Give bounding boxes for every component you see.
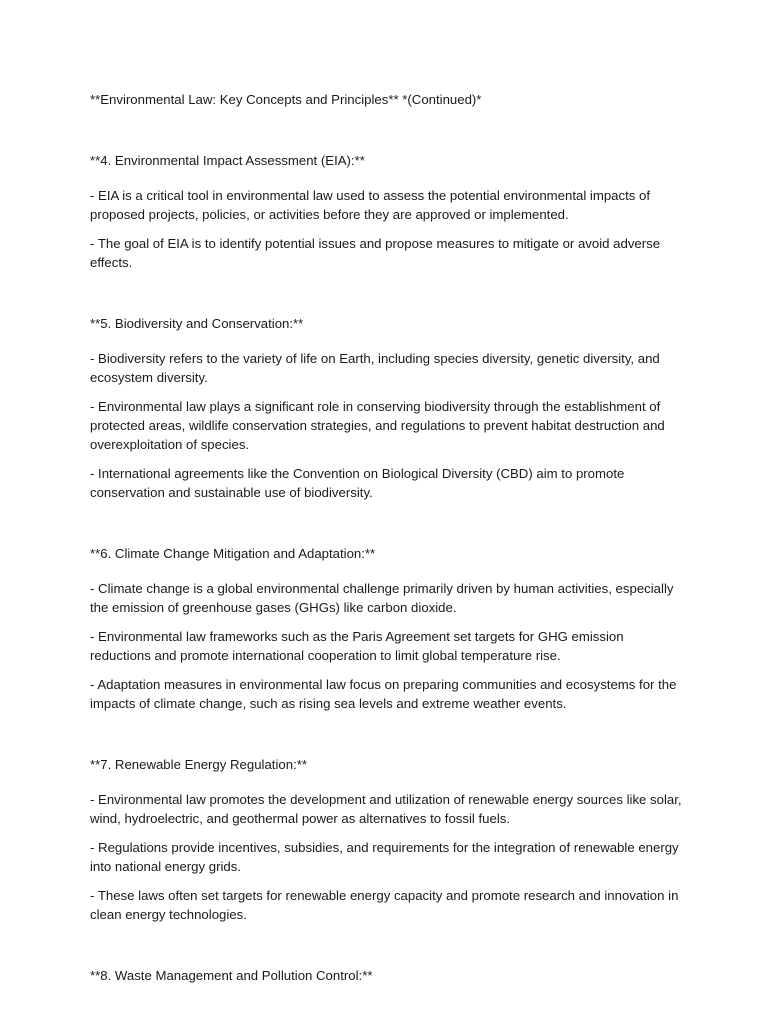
section-waste-management [90, 966, 688, 985]
paragraph: - Environmental law plays a significant role in conserving biodiversity through the establishment of protected areas, wildlife conservation strategies, and regulations to prevent habitat destruction and overexploitation of species. [90, 399, 665, 452]
paragraph: - Environmental law promotes the development and utilization of renewable energy sources like solar, wind, hydroelectric, and geothermal power as alternatives to fossil fuels. [90, 792, 682, 826]
paragraph: - EIA is a critical tool in environmental law used to assess the potential environmental impacts of proposed projects, policies, or activities before they are approved or implemented. [90, 188, 651, 222]
section-climate-change [90, 544, 688, 713]
paragraph: - These laws often set targets for renewable energy capacity and promote research and innovation in clean energy technologies. [90, 888, 679, 922]
paragraph: - Climate change is a global environmental challenge primarily driven by human activities, especially the emission of greenhouse gases (GHGs) like carbon dioxide. [90, 581, 674, 615]
section-heading: **7. Renewable Energy Regulation:** [90, 757, 308, 772]
section-eia [90, 151, 688, 272]
paragraph: - Biodiversity refers to the variety of life on Earth, including species diversity, genetic diversity, and ecosystem diversity. [90, 351, 660, 385]
document-title: **Environmental Law: Key Concepts and Principles** *(Continued)* [90, 92, 482, 107]
paragraph: - Regulations provide incentives, subsidies, and requirements for the integration of renewable energy into national energy grids. [90, 840, 679, 874]
paragraph: - Adaptation measures in environmental law focus on preparing communities and ecosystems for the impacts of climate change, such as rising sea levels and extreme weather events. [90, 677, 677, 711]
section-heading: **8. Waste Management and Pollution Control:** [90, 968, 373, 983]
section-heading: **6. Climate Change Mitigation and Adaptation:** [90, 546, 376, 561]
section-renewable-energy [90, 755, 688, 924]
section-biodiversity [90, 314, 688, 502]
paragraph: - International agreements like the Convention on Biological Diversity (CBD) aim to promote conservation and sustainable use of biodiversity. [90, 466, 625, 500]
paragraph: - Environmental law frameworks such as the Paris Agreement set targets for GHG emission reductions and promote international cooperation to limit global temperature rise. [90, 629, 624, 663]
section-heading: **4. Environmental Impact Assessment (EIA):** [90, 153, 365, 168]
paragraph: - The goal of EIA is to identify potential issues and propose measures to mitigate or avoid adverse effects. [90, 236, 661, 270]
section-heading: **5. Biodiversity and Conservation:** [90, 316, 304, 331]
